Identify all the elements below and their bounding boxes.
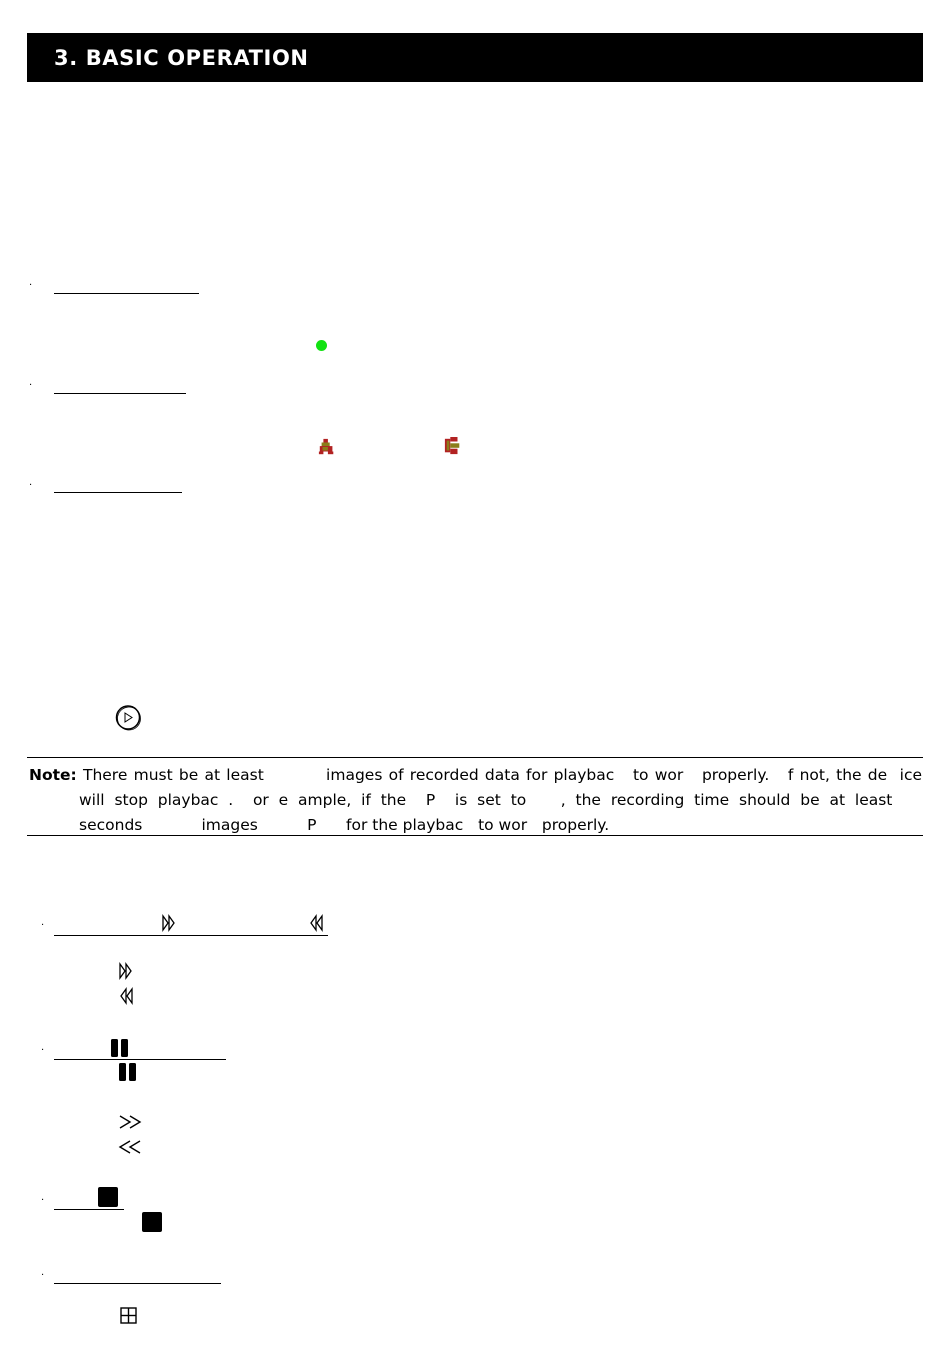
heading-underline-5 bbox=[54, 1059, 226, 1060]
note-line-1-text: There must be at least images of recorded data for playbac to wor properly. f not, the de ice bbox=[76, 766, 922, 784]
note-bottom-rule bbox=[27, 835, 923, 836]
section-header-bar bbox=[27, 33, 923, 82]
note-label: Note: bbox=[29, 766, 77, 784]
bullet-1: · bbox=[29, 280, 33, 291]
stop-icon bbox=[142, 1212, 162, 1232]
section-title: 3. BASIC OPERATION bbox=[54, 46, 309, 70]
pause-icon bbox=[119, 1063, 137, 1081]
play-circle-icon bbox=[115, 704, 141, 731]
heading-underline-6 bbox=[54, 1209, 124, 1210]
fast-forward-icon bbox=[162, 914, 176, 932]
green-dot-icon bbox=[316, 340, 327, 351]
motion-icon bbox=[444, 436, 462, 456]
bullet-6: · bbox=[41, 1195, 45, 1206]
heading-underline-4 bbox=[54, 935, 328, 936]
rewind-icon bbox=[119, 987, 133, 1005]
step-forward-icon bbox=[119, 1113, 143, 1131]
stop-icon bbox=[98, 1187, 118, 1207]
bullet-5: · bbox=[41, 1045, 45, 1056]
pause-icon bbox=[111, 1039, 129, 1057]
heading-underline-2 bbox=[54, 393, 186, 394]
bullet-4: · bbox=[41, 920, 45, 931]
heading-underline-7 bbox=[54, 1283, 221, 1284]
heading-underline-3 bbox=[54, 492, 182, 493]
note-top-rule bbox=[27, 757, 923, 758]
rewind-icon bbox=[309, 914, 323, 932]
note-line-3: seconds images P for the playbac to wor properly. bbox=[79, 816, 610, 834]
note-line-2: will stop playbac . or e ample, if the P is set to , the recording time should be at least bbox=[79, 791, 893, 809]
bullet-3: · bbox=[29, 480, 33, 491]
bullet-7: · bbox=[41, 1270, 45, 1281]
step-back-icon bbox=[119, 1138, 143, 1156]
heading-underline-1 bbox=[54, 293, 199, 294]
note-line-1 bbox=[29, 763, 922, 788]
bullet-2: · bbox=[29, 380, 33, 391]
fast-forward-icon bbox=[119, 962, 133, 980]
alarm-icon bbox=[318, 437, 336, 457]
quad-view-icon bbox=[120, 1307, 137, 1324]
